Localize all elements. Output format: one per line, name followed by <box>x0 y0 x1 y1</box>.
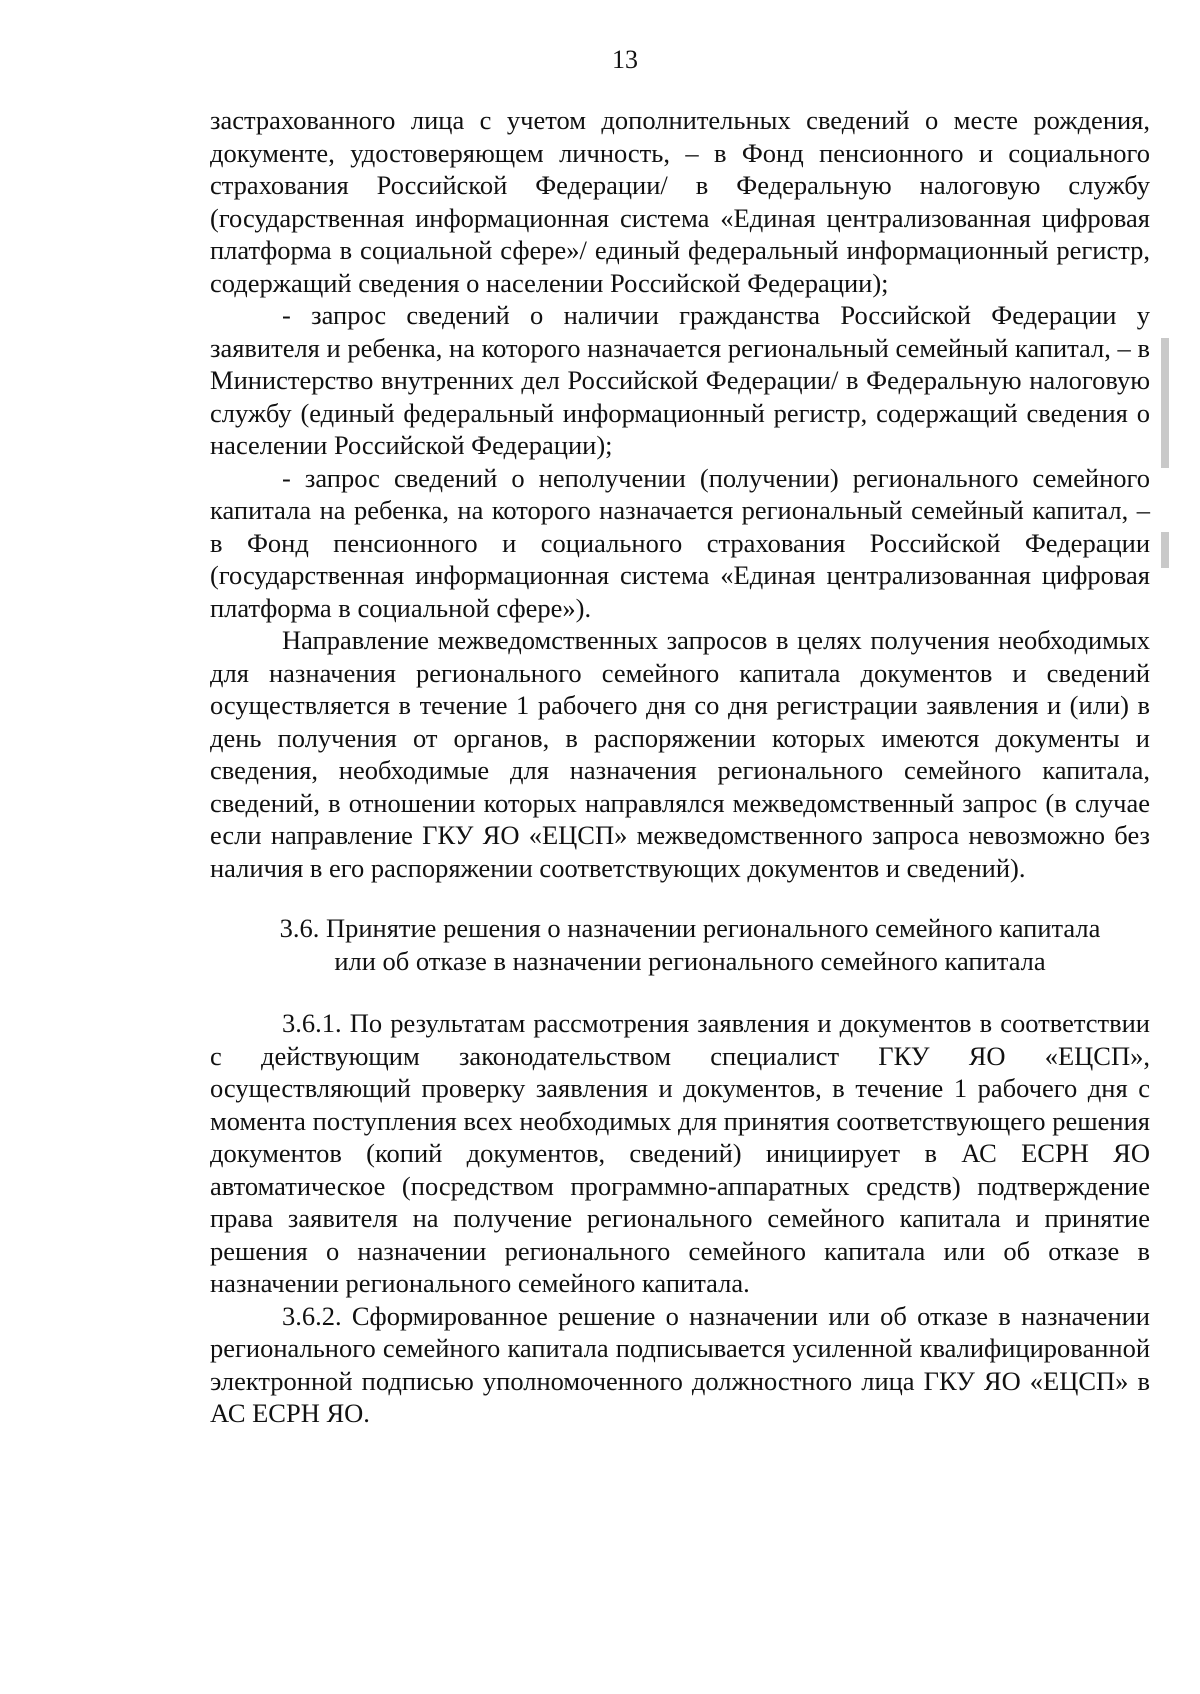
page-number: 13 <box>612 45 638 74</box>
section-heading-line-1: 3.6. Принятие решения о назначении регионального семейного капитала <box>279 913 1101 943</box>
section-heading <box>210 912 1150 977</box>
document-body <box>210 104 1150 1430</box>
paragraph-3-6-2: 3.6.2. Сформированное решение о назначении или об отказе в назначении регионального семейного капитала подписывается усиленной квалифицированной электронной подписью уполномоченного должностного лица ГКУ ЯО «ЕЦСП» в АС ЕСРН ЯО. <box>210 1300 1150 1428</box>
paragraph-continuation: застрахованного лица с учетом дополнительных сведений о месте рождения, документе, удостоверяющем личность, – в Фонд пенсионного и социального страхования Российской Федерации/ в Федеральную налоговую службу (государственная информационная система «Единая централизованная цифровая платформа в социальной сфере»/ единый федеральный информационный регистр, содержащий сведения о населении Российской Федерации); <box>210 105 1150 298</box>
scan-artifact-mark <box>1161 532 1169 568</box>
scan-artifact-mark <box>1161 338 1169 468</box>
section-heading-line-2: или об отказе в назначении регионального семейного капитала <box>334 945 1046 976</box>
paragraph-interagency-requests: Направление межведомственных запросов в целях получения необходимых для назначения регионального семейного капитала документов и сведений осуществляется в течение 1 рабочего дня со дня регистрации заявления и (или) в день получения от органов, в распоряжении которых имеются документы и сведения, необходимые для назначения регионального семейного капитала, сведений, в отношении которых направлялся межведомственный запрос (в случае если направление ГКУ ЯО «ЕЦСП» межведомственного запроса невозможно без наличия в его распоряжении соответствующих документов и сведений). <box>210 625 1150 883</box>
paragraph-capital-request: - запрос сведений о неполучении (получении) регионального семейного капитала на ребенка, на которого назначается региональный семейный капитал, – в Фонд пенсионного и социального страхования Российской Федерации (государственная информационная система «Единая централизованная цифровая платформа в социальной сфере»). <box>210 462 1150 623</box>
paragraph-citizenship-request: - запрос сведений о наличии гражданства Российской Федерации у заявителя и ребенка, на которого назначается региональный семейный капитал, – в Министерство внутренних дел Российской Федерации/ в Федеральную налоговую службу (единый федеральный информационный регистр, содержащий сведения о населении Российской Федерации); <box>210 300 1150 460</box>
paragraph-3-6-1: 3.6.1. По результатам рассмотрения заявления и документов в соответствии с действующим законодательством специалист ГКУ ЯО «ЕЦСП», осуществляющий проверку заявления и документов, в течение 1 рабочего дня с момента поступления всех необходимых для принятия соответствующего решения документов (копий документов, сведений) инициирует в АС ЕСРН ЯО автоматическое (посредством программно-аппаратных средств) подтверждение права заявителя на получение регионального семейного капитала и принятие решения о назначении регионального семейного капитала или об отказе в назначении регионального семейного капитала. <box>210 1008 1150 1298</box>
